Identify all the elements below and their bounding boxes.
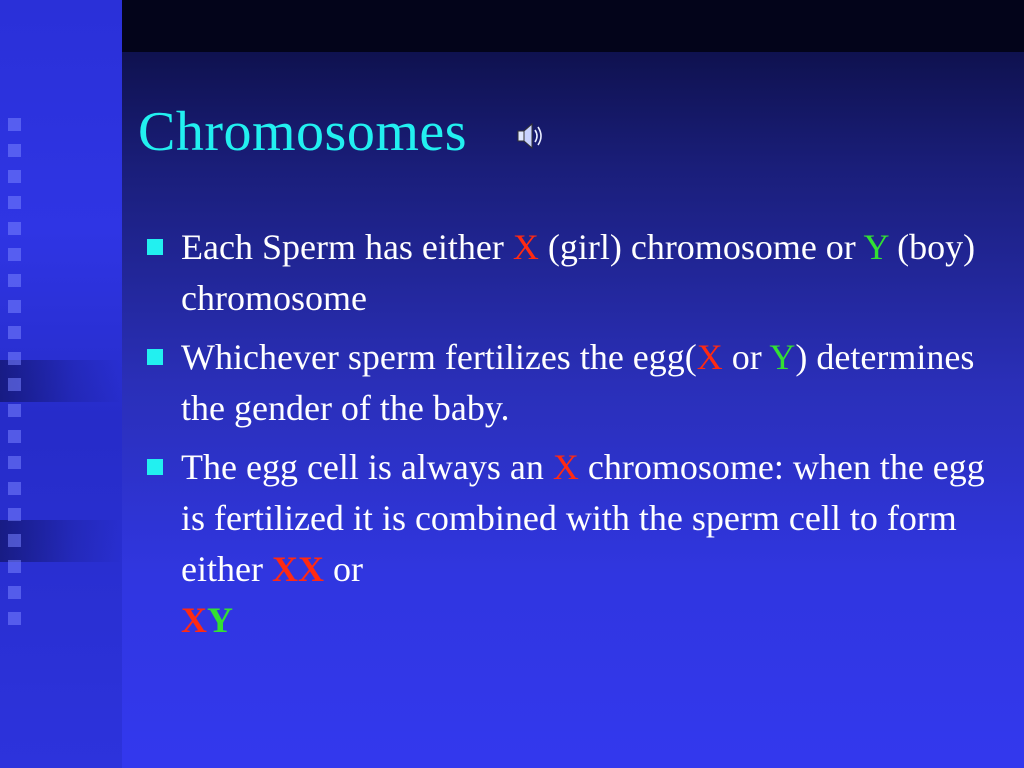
left-decorative-bar	[0, 0, 122, 768]
bullet-marker	[147, 349, 163, 365]
bullet-item: Each Sperm has either X (girl) chromosome or Y (boy) chromosome	[145, 222, 1005, 324]
bullet-item: Whichever sperm fertilizes the egg(X or Y) determines the gender of the baby.	[145, 332, 1005, 434]
y-chromosome-label: Y	[769, 337, 796, 377]
x-chromosome-label: X	[552, 447, 579, 487]
slide-title: Chromosomes	[138, 101, 468, 163]
bullet-item: The egg cell is always an X chromosome: when the egg is fertilized it is combined with the sperm cell to form either XX or XY	[145, 442, 1005, 646]
xy-y-label: Y	[207, 600, 233, 640]
speaker-icon[interactable]	[512, 119, 546, 153]
decorative-squares	[8, 118, 32, 638]
xx-combination-label: XX	[271, 549, 324, 589]
bullet-list	[145, 222, 1005, 654]
y-chromosome-label: Y	[863, 227, 889, 267]
bullet-marker	[147, 239, 163, 255]
bullet-marker	[147, 459, 163, 475]
xy-x-label: X	[181, 600, 207, 640]
x-chromosome-label: X	[512, 227, 539, 267]
x-chromosome-label: X	[696, 337, 723, 377]
top-decorative-bar	[122, 0, 1024, 52]
